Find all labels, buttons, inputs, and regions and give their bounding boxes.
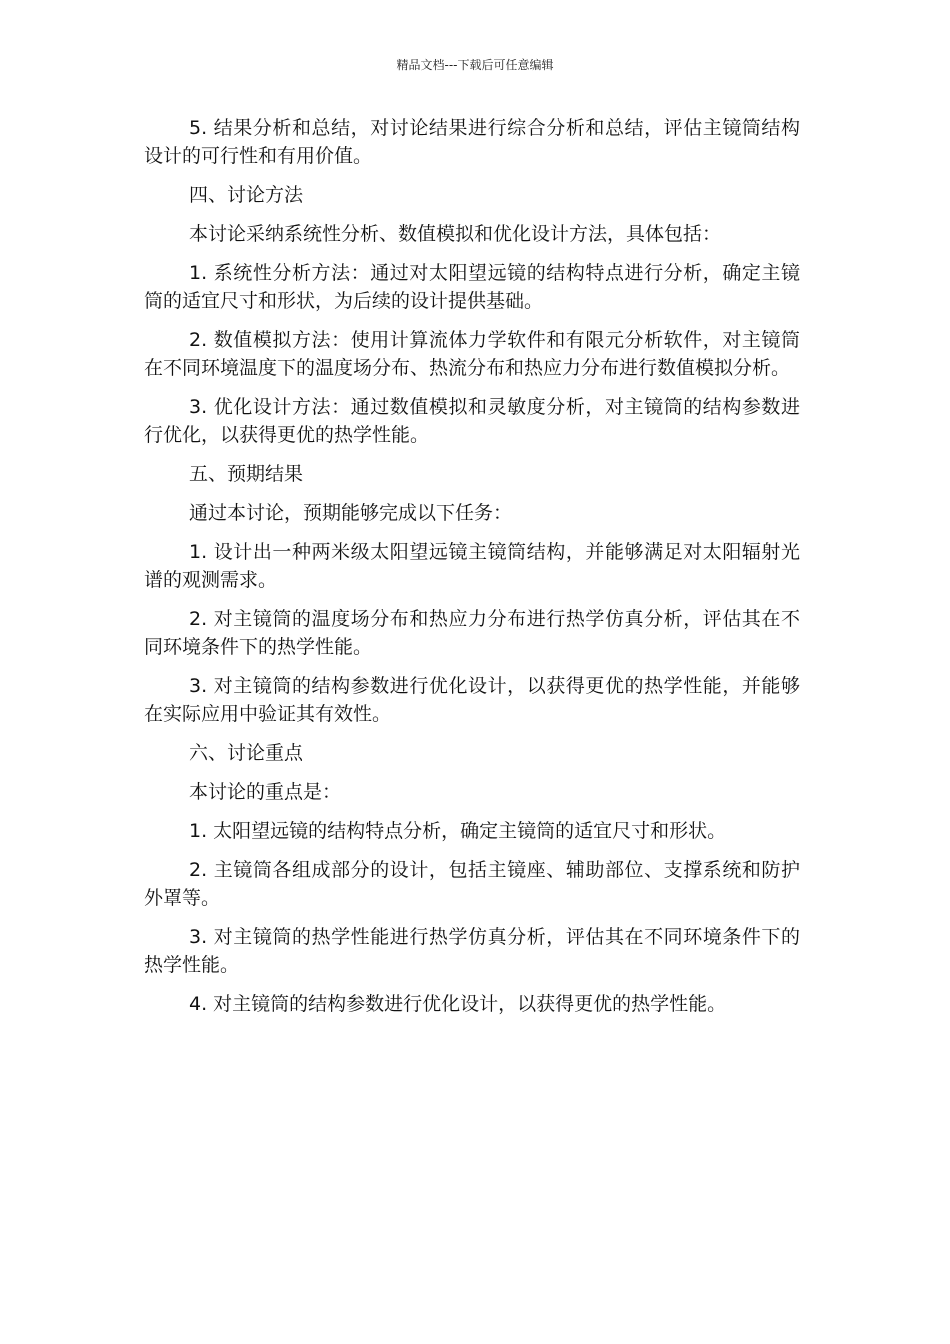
document-body xyxy=(144,114,800,1029)
paragraph-key-points-intro: 本讨论的重点是： xyxy=(189,781,342,803)
paragraph-key-point-1: 1. 太阳望远镜的结构特点分析，确定主镜筒的适宜尺寸和形状。 xyxy=(189,820,727,842)
paragraph-method-1: 1. 系统性分析方法：通过对太阳望远镜的结构特点进行分析，确定主镜筒的适宜尺寸和形状，为后续的设计提供基础。 xyxy=(144,262,800,312)
paragraph-methods-intro: 本讨论采纳系统性分析、数值模拟和优化设计方法，具体包括： xyxy=(189,223,722,245)
paragraph-key-point-2: 2. 主镜筒各组成部分的设计，包括主镜座、辅助部位、支撑系统和防护外罩等。 xyxy=(144,859,800,909)
section-heading-methods: 四、讨论方法 xyxy=(189,184,304,206)
paragraph-key-point-3: 3. 对主镜筒的热学性能进行热学仿真分析，评估其在不同环境条件下的热学性能。 xyxy=(144,926,800,976)
paragraph-expected-2: 2. 对主镜筒的温度场分布和热应力分布进行热学仿真分析，评估其在不同环境条件下的热学性能。 xyxy=(144,608,800,658)
section-heading-expected-results: 五、预期结果 xyxy=(189,463,304,485)
paragraph-key-point-4: 4. 对主镜筒的结构参数进行优化设计，以获得更优的热学性能。 xyxy=(189,993,727,1015)
section-heading-key-points: 六、讨论重点 xyxy=(189,742,304,764)
paragraph-result-analysis: 5. 结果分析和总结，对讨论结果进行综合分析和总结，评估主镜筒结构设计的可行性和有用价值。 xyxy=(144,117,800,167)
page-header: 精品文档---下载后可任意编辑 xyxy=(396,58,554,72)
paragraph-method-3: 3. 优化设计方法：通过数值模拟和灵敏度分析，对主镜筒的结构参数进行优化，以获得更优的热学性能。 xyxy=(144,396,800,446)
paragraph-expected-1: 1. 设计出一种两米级太阳望远镜主镜筒结构，并能够满足对太阳辐射光谱的观测需求。 xyxy=(144,541,800,591)
paragraph-expected-intro: 通过本讨论，预期能够完成以下任务： xyxy=(189,502,513,524)
paragraph-method-2: 2. 数值模拟方法：使用计算流体力学软件和有限元分析软件，对主镜筒在不同环境温度下的温度场分布、热流分布和热应力分布进行数值模拟分析。 xyxy=(144,329,800,379)
paragraph-expected-3: 3. 对主镜筒的结构参数进行优化设计，以获得更优的热学性能，并能够在实际应用中验证其有效性。 xyxy=(144,675,800,725)
